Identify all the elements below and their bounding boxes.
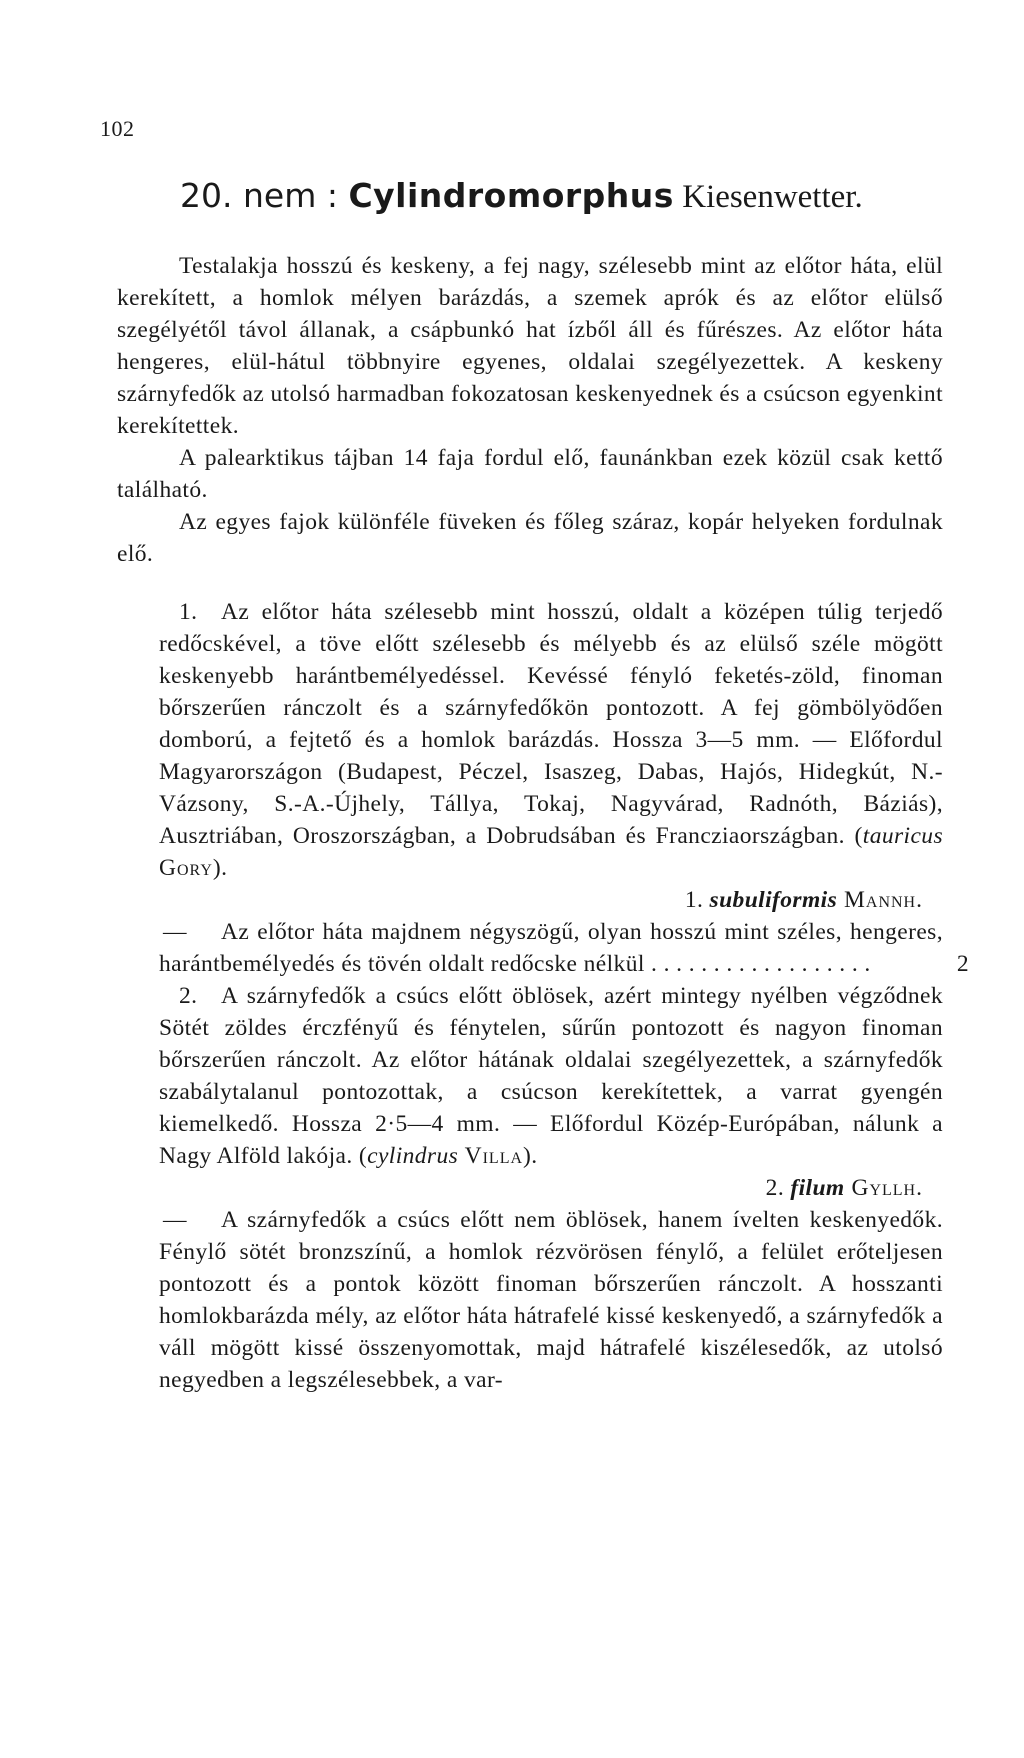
synonym-author: Villa — [458, 1143, 524, 1169]
synonym-author: Gory — [159, 855, 213, 881]
key-entry-text: A szárnyfedők a csúcs előtt nem öblösek, hanem ívelten keskenyedők. Fénylő sötét bronzszínű, a homlok rézvörösen fénylő, a felület erőteljesen pontozott és a pontok között finoman bőrszerűen ránczolt. A hosszanti homlokbarázda mély, az előtor háta hátrafelé kissé keskenyedő, a szárnyfedők a váll mögött kissé összenyomottak, majd hátrafelé kiszélesedők, az utolsó negyedben a legszélesebbek, a var- — [159, 1207, 943, 1393]
species-line-2 — [117, 1172, 943, 1204]
key-entry-1b — [117, 916, 969, 980]
species-number: 2. — [765, 1175, 791, 1201]
species-line-1 — [117, 884, 943, 916]
key-entry-close: ). — [523, 1143, 538, 1169]
species-number: 1. — [684, 887, 710, 913]
genus-heading — [180, 176, 940, 216]
leader-dots: . . . . . . . . . . . . . . . . . . — [644, 951, 871, 977]
intro-paragraph-2: A palearktikus tájban 14 faja fordul elő, faunánkban ezek közül csak kettő található. — [117, 445, 943, 503]
key-entry-2 — [117, 980, 943, 1172]
synonym-name: cylindrus — [367, 1143, 459, 1169]
heading-prefix: 20. nem : — [180, 176, 349, 215]
species-name: subuliformis — [709, 887, 838, 913]
key-entry-1 — [117, 596, 943, 884]
key-entry-number: 1. — [179, 599, 198, 625]
genus-name: Cylindromorphus — [348, 176, 674, 215]
page-number: 102 — [100, 116, 135, 141]
key-entry-number: 2. — [179, 983, 198, 1009]
identification-key — [117, 596, 969, 1396]
key-entry-close: ). — [212, 855, 228, 881]
key-entry-dash: — — [163, 919, 187, 945]
species-name: filum — [790, 1175, 845, 1201]
key-entry-text: A szárnyfedők a csúcs előtt öblösek, azért mintegy nyélben végződnek Sötét zöldes érczfényű és fénytelen, sűrűn pontozott és nagyon finoman bőrszerűen ránczolt. Az előtor hátának oldalai szegélyezettek, a szárnyfedők szabálytalanul pontozottak, a csúcson kerekítettek, a varrat gyengén kiemelkedő. Hossza 2·5—4 mm. — Előfordul Közép-Európában, nálunk a Nagy Alföld lakója. ( — [159, 983, 943, 1169]
intro-paragraph-1: Testalakja hosszú és keskeny, a fej nagy, szélesebb mint az előtor háta, elül kerekített, a homlok mélyen barázdás, a szemek aprók és az előtor elülső szegélyétől távol állanak, a csápbunkó hat ízből áll és fűrészes. Az előtor háta hengeres, elül-hátul többnyire egyenes, oldalai szegélyezettek. A keskeny szárnyfedők az utolsó harmadban fokozatosan keskenyednek és a csúcson egyenkint kerekítettek. — [117, 253, 943, 439]
genus-author: Kiesenwetter. — [673, 179, 863, 215]
key-entry-2b — [117, 1204, 943, 1396]
species-author: Gyllh. — [844, 1175, 923, 1201]
key-entry-dash: — — [163, 1207, 187, 1233]
intro-paragraph-3: Az egyes fajok különféle füveken és főleg száraz, kopár helyeken fordulnak elő. — [117, 509, 943, 567]
key-entry-text: Az előtor háta szélesebb mint hosszú, oldalt a középen túlig terjedő redőcskével, a töve előtt szélesebb és mélyebb és az elülső széle mögött keskenyebb harántbemélyedéssel. Kevéssé fényló feketés-zöld, finoman bőrszerűen ránczolt és a szárnyfedőkön pontozott. A fej gömbölyödően domború, a fejtető és a homlok barázdás. Hossza 3—5 mm. — Előfordul Magyarországon (Budapest, Péczel, Isaszeg, Dabas, Hajós, Hidegkút, N.-Vázsony, S.-A.-Újhely, Tállya, Tokaj, Nagyvárad, Radnóth, Báziás), Ausztriában, Oroszországban, a Dobrudsában és Francziaországban. ( — [159, 599, 943, 849]
synonym-name: tauricus — [862, 823, 943, 849]
lead-to-number: 2 — [956, 951, 969, 977]
species-author: Mannh. — [837, 887, 923, 913]
text-body — [117, 250, 969, 1396]
key-entry-text: Az előtor háta majdnem négyszögű, olyan hosszú mint széles, hengeres, harántbemélyedés és tövén oldalt redőcske nélkül — [159, 919, 943, 977]
